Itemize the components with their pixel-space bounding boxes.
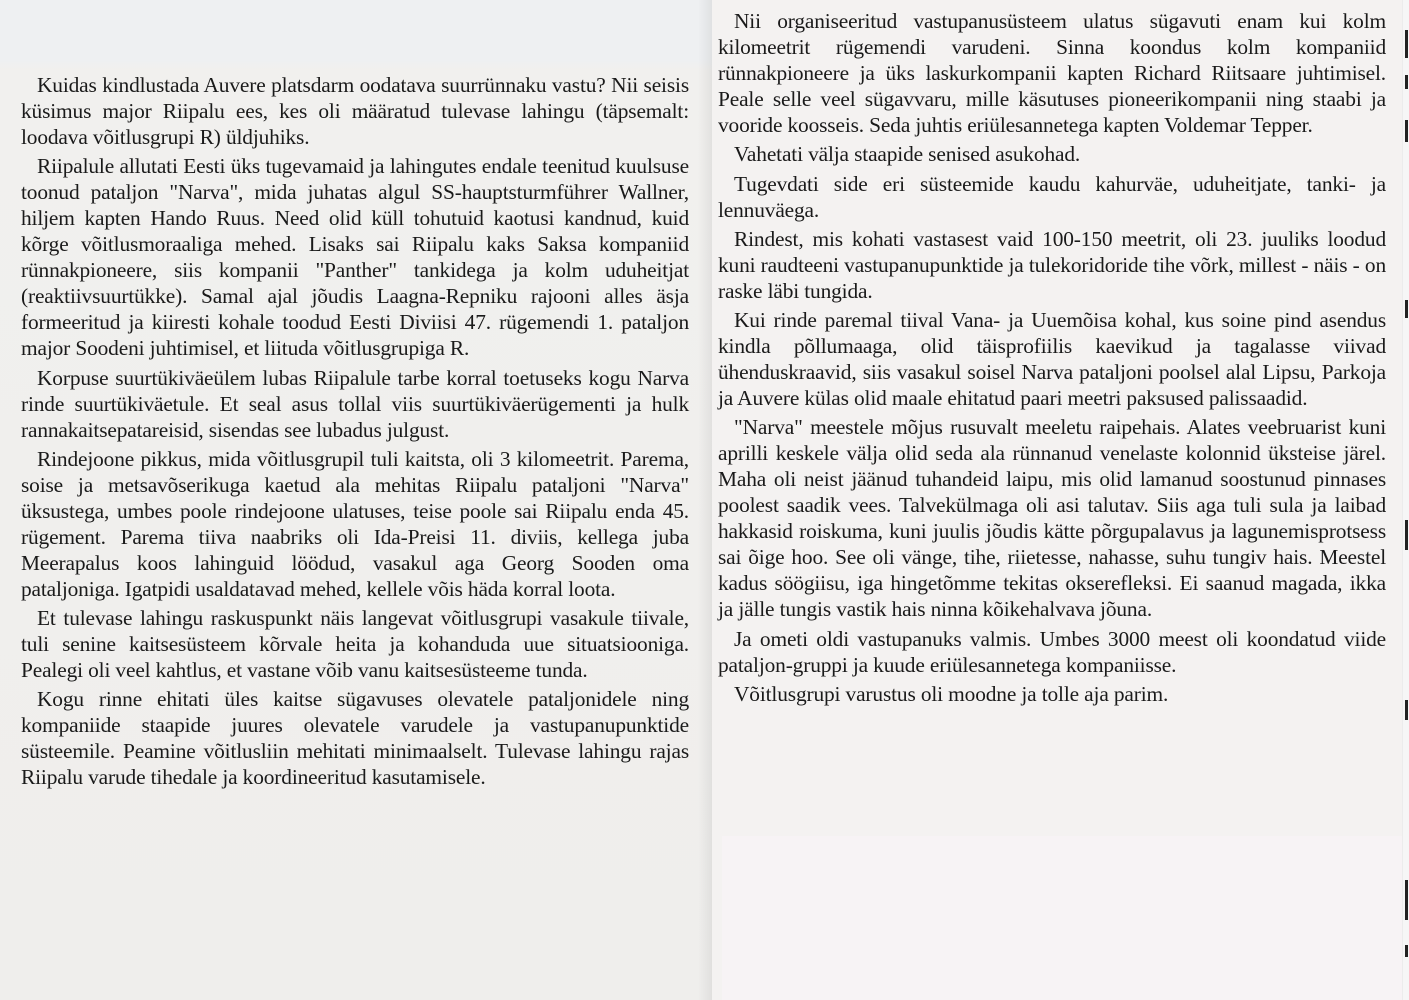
paragraph: Vahetati välja staapide senised asukohad. bbox=[734, 142, 1081, 167]
paragraph: Et tulevase lahingu raskuspunkt näis langevat võitlusgrupi vasakule tiivale, tuli senine kaitsesüsteem kõrvale heita ja kohanduda uue situatsiooniga. Pealegi oli veel kahtlus, et vastane võib vanu kaitsesüsteeme tunda. bbox=[21, 606, 689, 683]
paragraph: Kuidas kindlustada Auvere platsdarm oodatava suurrünnaku vastu? Nii seisis küsimus major Riipalu ees, kes oli määratud tulevase lahingu (täpsemalt: loodava võitlusgrupi R) üldjuhiks. bbox=[21, 73, 689, 149]
page-edge bbox=[1403, 0, 1409, 1000]
paragraph: Kui rinde paremal tiival Vana- ja Uuemõisa kohal, kus soine pind asendus kindla põllumaaga, olid täisprofiilis kaevikud ja tagalasse viivad ühenduskraavid, siis vasakul soisel Narva pataljoni poolsel alal Lipsu, Parkoja ja Auvere külas olid maale ehitatud paari meetri paksused palissaadid. bbox=[718, 308, 1386, 411]
paragraph: Võitlusgrupi varustus oli moodne ja tolle aja parim. bbox=[734, 682, 1169, 707]
paragraph: Nii organiseeritud vastupanusüsteem ulatus sügavuti enam kui kolm kilomeetrit rügemendi varudeni. Sinna koondus kolm kompaniid rünnakpioneere ja üks laskurkompanii kapten Richard Riitsaare juhtimisel. Peale selle veel sügavvaru, mille käsutuses pioneerikompanii ning staabi ja vooride koosseis. Seda juhtis eriülesannetega kapten Voldemar Tepper. bbox=[718, 9, 1386, 137]
right-text-column bbox=[718, 8, 1386, 710]
left-text-column bbox=[21, 72, 689, 794]
paragraph: Rindejoone pikkus, mida võitlusgrupil tuli kaitsta, oli 3 kilomeetrit. Parema, soise ja metsavõserikuga kaetud ala mehitas Riipalu pataljoni "Narva" üksustega, umbes poole rindejoone ulatuses, teise poole sai Riipalu enda 45. rügement. Parema tiiva naabriks oli Ida-Preisi 11. diviis, kellega juba Meerapalus koos lahinguid löödud, vasakul aga Georg Sooden oma pataljoniga. Igatpidi usaldatavad mehed, kellele võis häda korral loota. bbox=[21, 446, 689, 601]
paragraph: Rindest, mis kohati vastasest vaid 100-150 meetrit, oli 23. juuliks loodud kuni raudteeni vastupanupunktide ja tulekoridoride tihe võrk, millest - näis - on raske läbi tungida. bbox=[718, 226, 1386, 303]
paragraph: "Narva" meestele mõjus rusuvalt meeletu raipehais. Alates veebruarist kuni aprilli keskele välja olid seda ala rünnanud venelaste kolonnid üksteise järel. Maha oli neist jäänud tuhandeid laipu, mis olid lamanud soostunud pinnases poolest saadik vees. Talvekülmaga oli asi talutav. Siis aga tuli sula ja laibad hakkasid roiskuma, kuni juulis jõudis kätte põrgupalavus ja lagunemisprotsess sai õige hoo. See oli vänge, tihe, riietesse, nahasse, suhu tungiv hais. Meestel kadus söögiisu, iga hingetõmme tekitas okserefleksi. Ei saanud magada, ikka ja jälle tungis vastik hais ninna kõikehalvava jõuna. bbox=[718, 415, 1386, 622]
paragraph: Korpuse suurtükiväeülem lubas Riipalule tarbe korral toetuseks kogu Narva rinde suurtükiväetule. Et seal asus tollal viis suurtükiväerügementi ja hulk rannakaitsepatareisid, sisendas see lubadus julgust. bbox=[21, 365, 689, 442]
paragraph: Ja ometi oldi vastupanuks valmis. Umbes 3000 meest oli koondatud viide pataljon-gruppi ja kuude eriülesannetega kompaniisse. bbox=[718, 626, 1386, 677]
blank-page-area bbox=[722, 836, 1402, 1000]
paragraph: Kogu rinne ehitati üles kaitse sügavuses olevatele pataljonidele ning kompaniide staapide juures olevatele varudele ja vastupanupunktide süsteemile. Peamine võitlusliin mehitati minimaalselt. Tulevase lahingu rajas Riipalu varude tihedale ja koordineeritud kasutamisele. bbox=[21, 687, 689, 790]
paragraph: Tugevdati side eri süsteemide kaudu kahurväe, uduheitjate, tanki- ja lennuväega. bbox=[718, 171, 1386, 222]
paragraph: Riipalule allutati Eesti üks tugevamaid ja lahingutes endale teenitud kuulsuse toonud pataljon "Narva", mida juhatas algul SS-hauptsturmführer Wallner, hiljem kapten Hando Ruus. Need olid küll tohutuid kaotusi kandnud, kuid kõrge võitlusmoraaliga mehed. Lisaks sai Riipalu kaks Saksa kompaniid rünnakpioneere, siis kompanii "Panther" tankidega ja kolm uduheitjat (reaktiivsuurtükke). Samal ajal jõudis Laagna-Repniku rajooni alles äsja formeeritud ja kiiresti kohale toodud Eesti Diviisi 47. rügemendi 1. pataljon major Soodeni juhtimisel, et liituda võitlusgrupiga R. bbox=[21, 154, 689, 361]
